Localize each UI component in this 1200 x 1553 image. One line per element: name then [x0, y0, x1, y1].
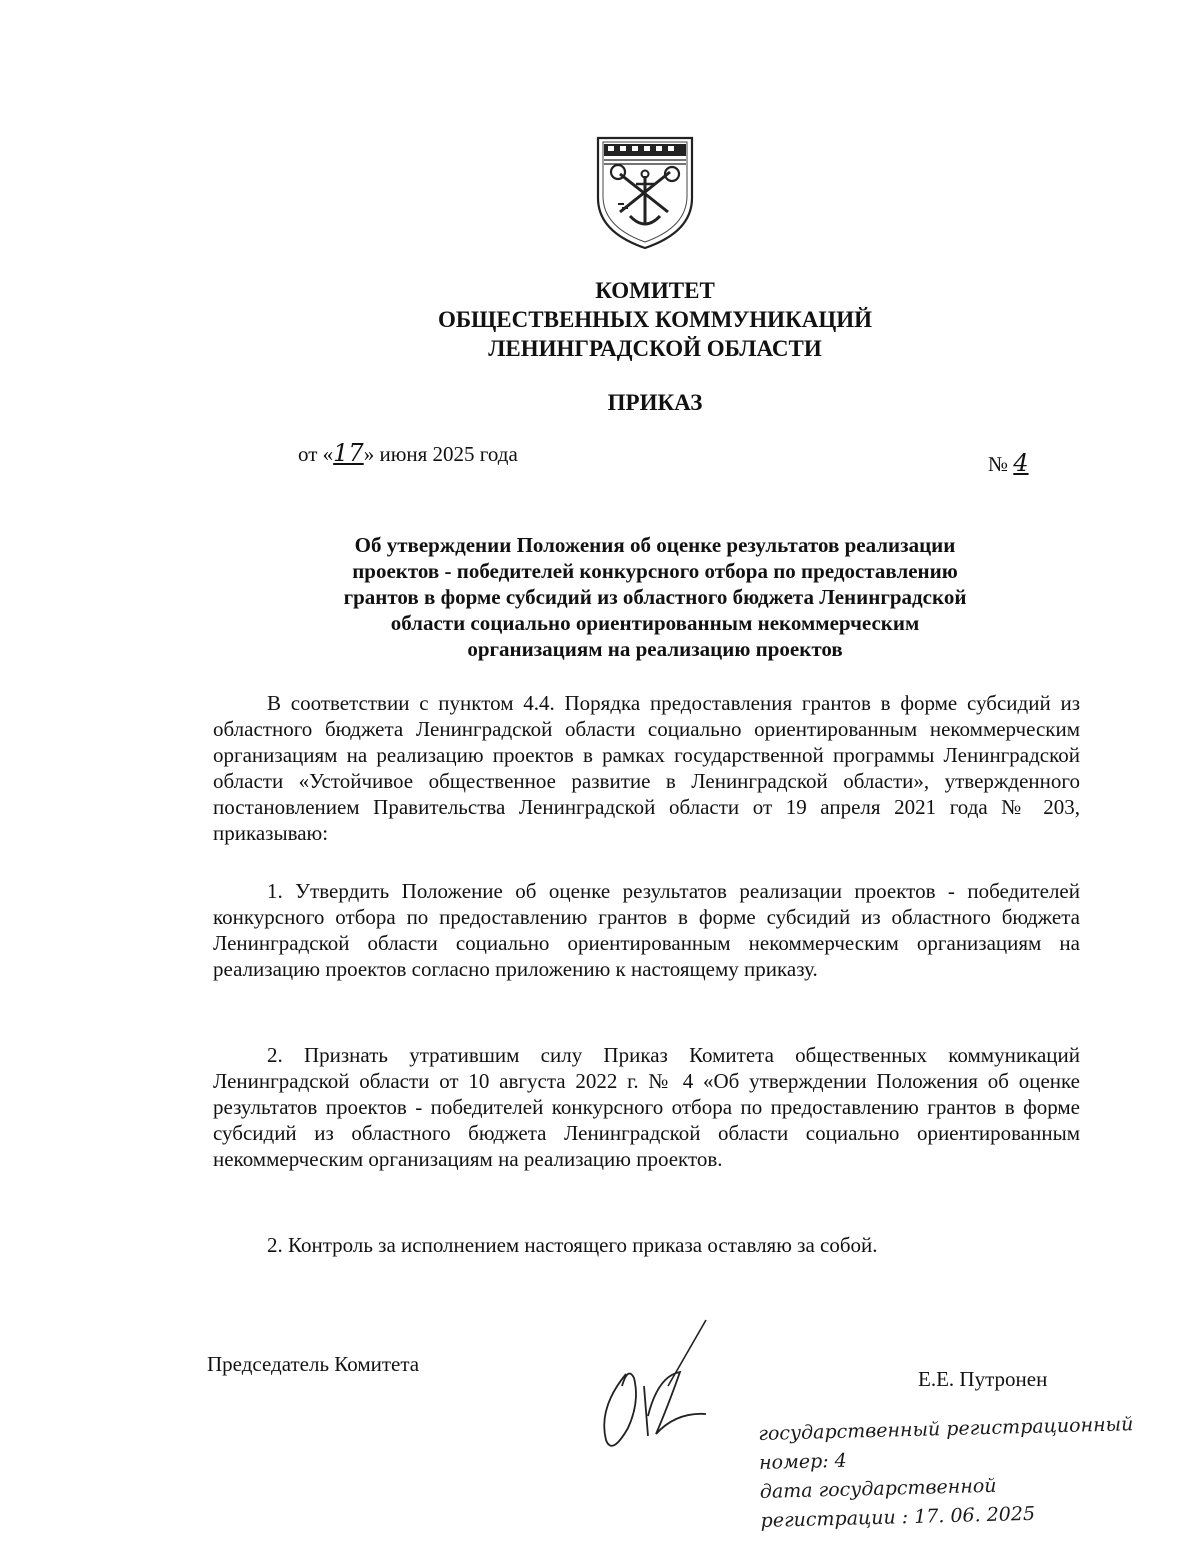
- paragraph-text: 1. Утвердить Положение об оценке результатов реализации проектов - победителей конкурсного отбора по предоставлению грантов в форме субсидий из областного бюджета Ленинградской области социально ориентированным некоммерческим организациям на реализацию проектов согласно приложению к настоящему приказу.: [213, 879, 1080, 981]
- paragraph-text: В соответствии с пунктом 4.4. Порядка предоставления грантов в форме субсидий из областного бюджета Ленинградской области социально ориентированным некоммерческим организациям на реализацию проектов в рамках государственной программы Ленинградской области «Устойчивое общественное развитие в Ленинградской области», утвержденного постановлением Правительства Ленинградской области от 19 апреля 2021 года № 203, приказываю:: [213, 691, 1080, 845]
- date-prefix: от «: [298, 442, 334, 466]
- date-day-handwritten: 17: [333, 439, 364, 467]
- subject-line: области социально ориентированным некоммерческим: [390, 611, 920, 635]
- committee-line-3: ЛЕНИНГРАДСКОЙ ОБЛАСТИ: [488, 336, 822, 361]
- committee-line-1: КОМИТЕТ: [595, 278, 715, 303]
- order-title: ПРИКАЗ: [607, 390, 703, 415]
- preamble-paragraph: [213, 690, 1080, 846]
- order-subject: [285, 532, 1025, 662]
- order-number: [988, 449, 1029, 477]
- committee-line-2: ОБЩЕСТВЕННЫХ КОММУНИКАЦИЙ: [437, 307, 873, 332]
- paragraph-text: 2. Контроль за исполнением настоящего приказа оставляю за собой.: [267, 1233, 878, 1257]
- date-suffix: » июня 2025 года: [363, 442, 518, 466]
- order-date: [298, 439, 518, 467]
- handwritten-signature: [588, 1316, 718, 1458]
- signatory-position: Председатель Комитета: [207, 1352, 420, 1376]
- subject-line: Об утверждении Положения об оценке результатов реализации: [354, 533, 956, 557]
- paragraph-text: 2. Признать утратившим силу Приказ Комитета общественных коммуникаций Ленинградской области от 10 августа 2022 г. № 4 «Об утверждении Положения об оценке результатов проектов - победителей конкурсного отбора по предоставлению грантов в форме субсидий из областного бюджета Ленинградской области социально ориентированным некоммерческим организациям на реализацию проектов.: [213, 1043, 1080, 1171]
- subject-line: грантов в форме субсидий из областного бюджета Ленинградской: [343, 585, 967, 609]
- number-prefix: №: [988, 452, 1014, 476]
- committee-name: [0, 276, 1200, 363]
- number-handwritten: 4: [1013, 449, 1029, 477]
- coat-of-arms-icon: [590, 132, 700, 252]
- signatory-name: Е.Е. Путронен: [918, 1367, 1048, 1391]
- control-clause-paragraph: [213, 1232, 1080, 1258]
- clause-2-paragraph: [213, 1042, 1080, 1172]
- clause-1-paragraph: [213, 878, 1080, 982]
- registration-line-2: номер: 4: [758, 1449, 848, 1474]
- subject-line: проектов - победителей конкурсного отбора по предоставлению: [352, 559, 958, 583]
- subject-line: организациям на реализацию проектов: [467, 637, 843, 661]
- registration-note-handwritten: [758, 1409, 1181, 1536]
- registration-line-4: регистрации : 17. 06. 2025: [760, 1502, 1036, 1532]
- registration-line-1: государственный регистрационный: [758, 1413, 1134, 1445]
- registration-line-3: дата государственной: [759, 1474, 997, 1503]
